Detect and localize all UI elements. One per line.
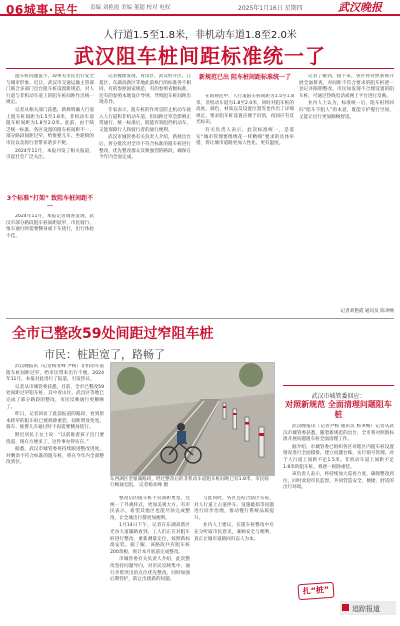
paragraph: 武汉晚报讯（记者尹杨 通讯员 杨聿畅）记者从武汉市城管委获悉，随着新规范的出台，全市将对照新标准开展问题阻车桩全面清理工作。 xyxy=(283,424,394,443)
story2-headline: 全市已整改59处间距过窄阻车桩 xyxy=(12,326,214,342)
story2-subhead: 市民：桩距宽了，路畅了 xyxy=(44,348,165,361)
story1-headline: 武汉阻车桩间距标准统一了 xyxy=(74,44,326,68)
paragraph: 附近居民王女士说：“以前推着孩子出门要绕道，现在方便多了，这件事办得实在。” xyxy=(6,432,104,445)
side-title: 对照新规范 全面清理问题阻车桩 xyxy=(285,400,392,419)
story1-column-1 xyxy=(6,74,94,192)
paragraph: 记者从市城管委获悉，目前，全市已整改59处间距过窄阻车桩，其中青山区、武昌区等地已完成了部分路段的整改，市民反映通行更顺畅了。 xyxy=(6,384,104,410)
divider xyxy=(6,318,394,319)
bike-lane-photo xyxy=(110,362,275,476)
follow-up-label: 追踪报道 xyxy=(352,605,380,613)
side-kicker: 武汉市城管委回应： xyxy=(311,393,366,400)
story2-column-3 xyxy=(194,496,274,620)
story2-column-1 xyxy=(6,364,104,620)
paragraph: 昨日，记者回访了此前报道的路段，看到原本狭窄的阻车桩已被拆除重装，间距明显变宽，骑车、推婴儿车通过时不再需要侧身绕行。 xyxy=(6,412,104,431)
paragraph: 据介绍，市城管委已组织各区对辖区内阻车桩设置情况进行全面摸排，建立问题台账，实行销号管理。对于人行道上间距不足1.5米、非机动车道上间距不足1.8米的阻车桩，将逐一拆除重装。 xyxy=(283,444,394,470)
paragraph: 业内人士建议，在阻车桩整改中应充分听取市民意见，兼顾安全与便利，真正让城市道路回归以人为本。 xyxy=(194,523,274,542)
paragraph: 2024年11月，本报记者调查发现，武汉市部分路段阻车桩间距较窄，市民骑行、推车通行时需要侧身或下车绕行，出行体验不佳。 xyxy=(6,214,94,239)
square-icon xyxy=(342,604,349,611)
divider xyxy=(283,385,394,386)
story1-kicker: 人行道1.5至1.8米，非机动车道1.8至2.0米 xyxy=(103,30,297,41)
story1-column-3 xyxy=(196,94,294,314)
paragraph: 市城管委有关负责人介绍，此次整改坚持问题导向，对市民反映集中、通行矛盾突出的点位优先整改，同时加强后期管护，防止出现新的问题。 xyxy=(110,557,190,583)
divider xyxy=(6,68,394,69)
paragraph: 业内人士认为，标准统一后，阻车桩将回归“阻车不阻人”的本意，既能守护慢行空间，又能让出行更加顺畅舒适。 xyxy=(299,101,394,120)
paragraph: 阻车桩问题虽小，却事关市民出行安全与城市形象。近日，武汉市交通运输主管部门联合多部门出台阻车桩设置新规范，对人行道与非机动车道上的阻车桩间距作出统一规定。 xyxy=(6,74,94,106)
side-body xyxy=(283,424,394,580)
story2-column-2 xyxy=(110,496,190,620)
column-stamp: 扎“桩” xyxy=(297,582,334,600)
paragraph: 记者了解到，接下来，各区将对照新规开展全面排查，对间距不符合要求的阻车桩逐一登记并限期整改。市民如发现不合理设置的阻车桩，可通过热线电话或网上平台进行反映。 xyxy=(299,74,394,99)
section-title: 06城事·民生 xyxy=(6,3,79,17)
paragraph: 与此同时，各区还结合辖区实际，对人行道上占道停车、设施破损等问题进行同步治理，推动慢行系统品质提升。 xyxy=(194,496,274,521)
photo-caption: 东西湖区金银湖路段，经过整改后的非机动车道阻车桩间距已有1.8米，市民骑行畅通无阻。 记者杨亚峰 摄 xyxy=(110,477,269,488)
bike-lane-illustration xyxy=(111,363,274,475)
paragraph: 武汉晚报讯（记者杨亚峰 尹杨）非机动车道阻车桩间距过窄，给市民带来出行不便。2024年11月，本报对此进行了报道，引发热议。 xyxy=(6,364,104,383)
story1-column-4 xyxy=(299,74,394,306)
paragraph: 整改后的阻车桩不仅间距更宽，还统一了外观样式，更加美观大方。有市民表示，希望其他区也能尽快完成整改，让全城出行都更加便利。 xyxy=(110,496,190,521)
paragraph: 记者从相关部门获悉，新规明确人行道上阻车桩间距为1.5至1.8米，非机动车道阻车桩间距为1.8至2.0米。此前，由于缺乏统一标准，各区设置的阻车桩间距不一，部分路段间距过窄，给推婴儿车、坐轮椅的市民以及骑行者带来诸多不便。 xyxy=(6,107,94,146)
paragraph: 专家表示，阻车桩的作用是防止机动车驶入人行道和非机动车道，但间距过窄会影响正常通行。统一标准后，既能有效阻挡机动车，又能保障行人和骑行者的通行便利。 xyxy=(99,107,191,133)
newspaper-logo: 武汉晚报 xyxy=(338,1,382,14)
story1-byline: 记者刘艳霞 通讯员 陈聿畅 xyxy=(340,309,394,314)
paragraph: 2024年11月，本报刊发了相关报道，引起社会广泛关注。 xyxy=(6,148,94,161)
story1-subhead-2: 新规范已出 阻车桩间距标准统一了 xyxy=(198,74,292,81)
editors-line: 责编 刘艳霞 美编 董超 校对 电权 xyxy=(90,5,171,11)
paragraph: 1月14日下午，记者在东湖高新区光谷大道辅路看到，工人们正在对阻车桩进行整改，重新测量定位，按照新标准安装。据了解，该路段共有阻车桩200余根，预计本月底前完成整改。 xyxy=(110,523,190,555)
paragraph: 武汉市城管委有关负责人介绍，新规出台后，将分批次对全市不符合标准的阻车桩进行整改，优先整改群众反映强烈的路段，确保在今年内全面完成。 xyxy=(99,135,191,161)
story1-column-1b xyxy=(6,214,94,314)
issue-date: 2025年1月16日 星期四 xyxy=(238,5,303,12)
paragraph: 据悉，武汉市城管委将持续跟进整改进度，对剩余不符合标准的阻车桩，将在今年内全部整改到位。 xyxy=(6,447,104,466)
paragraph: 该负责人表示，将持续加大巡查力度，确保整改到位，同时欢迎市民监督，共同营造安全、便捷、舒适的出行环境。 xyxy=(283,472,394,491)
story1-column-2 xyxy=(99,74,191,314)
paragraph: 在新规范中，人行道阻车桩间距为1.5至1.8米，非机动车道为1.8至2.0米，同时对阻车桩的高度、颜色、材质以及设置位置等也作出了详细规定，要求阻车桩设置应便于识别，夜间应有反光标识。 xyxy=(196,94,294,126)
story1-subhead-1: 3个标准“打架” 致阻车桩间距不一 xyxy=(6,195,94,210)
paragraph: 记者梳理发现，青山区、武汉经开区、江夏区、东湖高新区等地此前执行的标准各不相同，有的参照国家规范，有的参照省级标准，还有的参照本地设计导则，导致阻车桩间距出现差异。 xyxy=(99,74,191,106)
paragraph: 有关负责人表示，此次标准统一，是落实“城市管理要像绣花一样精细”要求的具体举措，将让城市道路更加人性化、更有温度。 xyxy=(196,127,294,147)
